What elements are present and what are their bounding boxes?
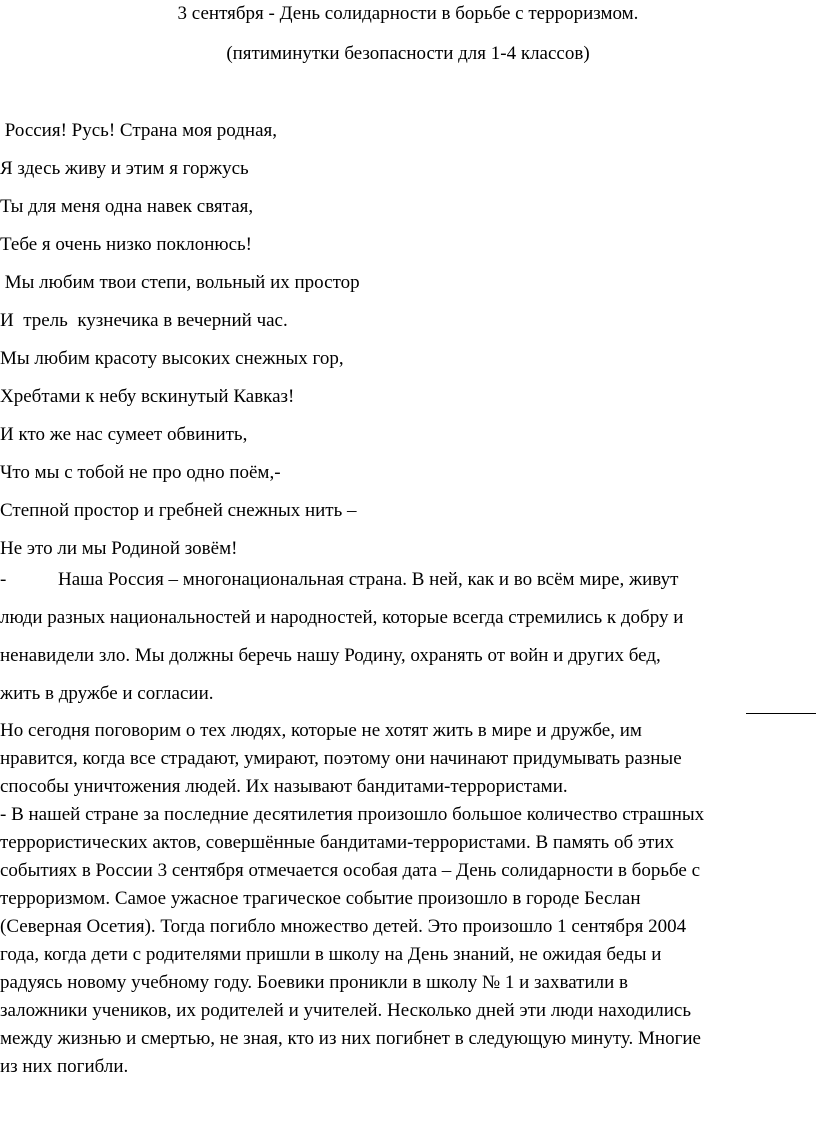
poem-line: Я здесь живу и этим я горжусь [0,158,249,179]
paragraph-line: заложники учеников, их родителей и учителей. Несколько дней эти люди находились [0,1000,692,1021]
paragraph-line: жить в дружбе и согласии. [0,683,214,704]
poem-line: Не это ли мы Родиной зовём! [0,538,238,559]
paragraph-terrorism [0,717,816,1081]
paragraph-line [0,561,816,599]
paragraph-line: люди разных национальностей и народностей, которые всегда стремились к добру и [0,607,684,628]
poem-line: Ты для меня одна навек святая, [0,196,254,217]
paragraph-line: способы уничтожения людей. Их называют бандитами-террористами. [0,776,568,797]
poem [0,112,360,568]
paragraph-line: терроризмом. Самое ужасное трагическое событие произошло в городе Беслан [0,888,641,909]
paragraph-line: между жизнью и смертью, не зная, кто из них погибнет в следующую минуту. Многие [0,1028,701,1049]
paragraph-russia [0,561,816,713]
paragraph-line: - В нашей стране за последние десятилетия произошло большое количество страшных [0,804,705,825]
document-subtitle: (пятиминутки безопасности для 1-4 классов) [226,43,590,64]
poem-line: Мы любим твои степи, вольный их простор [0,272,360,293]
paragraph-line: нравится, когда все страдают, умирают, поэтому они начинают придумывать разные [0,748,682,769]
poem-line: Степной простор и гребней снежных нить – [0,500,357,521]
poem-line: Россия! Русь! Страна моя родная, [0,120,278,141]
paragraph-line-text: Наша Россия – многонациональная страна. В ней, как и во всём мире, живут [58,569,679,590]
paragraph-line: ненавидели зло. Мы должны беречь нашу Родину, охранять от войн и других бед, [0,645,661,666]
poem-line: И трель кузнечика в вечерний час. [0,310,288,331]
paragraph-line: террористических актов, совершённые бандитами-террористами. В память об этих [0,832,674,853]
poem-line: Что мы с тобой не про одно поём,- [0,462,281,483]
poem-line: И кто же нас сумеет обвинить, [0,424,248,445]
paragraph-line: событиях в России 3 сентября отмечается особая дата – День солидарности в борьбе с [0,860,701,881]
poem-line: Мы любим красоту высоких снежных гор, [0,348,344,369]
poem-line: Тебе я очень низко поклонюсь! [0,234,253,255]
poem-line: Хребтами к небу вскинутый Кавказ! [0,386,295,407]
paragraph-line: из них погибли. [0,1056,129,1077]
divider-line [746,713,816,714]
paragraph-line: Но сегодня поговорим о тех людях, которые не хотят жить в мире и дружбе, им [0,720,642,741]
paragraph-line: радуясь новому учебному году. Боевики проникли в школу № 1 и захватили в [0,972,628,993]
document-title: 3 сентября - День солидарности в борьбе с терроризмом. [177,3,639,24]
paragraph-line: (Северная Осетия). Тогда погибло множество детей. Это произошло 1 сентября 2004 [0,916,687,937]
paragraph-line: года, когда дети с родителями пришли в школу на День знаний, не ожидая беды и [0,944,662,965]
bullet-dash: - [0,569,7,590]
